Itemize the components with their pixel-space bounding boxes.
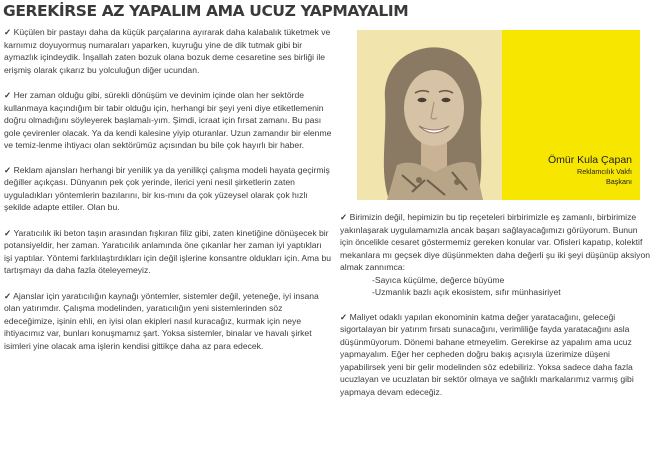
paragraph-3-text: Reklam ajansları herhangi bir yenilik ya da yenilikçi çalışma modeli hayata geçirmiş değiller açıkçası. Dünyanın pek çok yerinde, ilerici yeni nesil şirketlerin zaten uyguladıkları yöntemlerin bazılarını, bir kıs-mını da çok yüzeysel olarak çok hızlı şekilde adapte ettiler. Olan bu.: [4, 164, 330, 212]
portrait-photo: [357, 30, 507, 200]
paragraph-1-text: Küçülen bir pastayı daha da küçük parçalarına ayırarak daha kalabalık tüketmek ve karnımız doyuyormuş numaraları yaparken, kuyruğu yine de dik tutmak gibi bir aymazlık içindeydik. İnşallah zaten bozuk olana bozuk deme cesaretine ses birliği ile erişmiş olarak çıkarız bu yolculuğun diğer ucundan.: [4, 27, 331, 75]
paragraph-1: [4, 26, 332, 76]
profile-name: Ömür Kula Çapan: [547, 154, 632, 166]
paragraph-5-text: Ajanslar için yaratıcılığın kaynağı yöntemler, sistemler değil, yeteneğe, iyi insana olan yatırımdır. Çalışma modelinden, yaratıcılığın yeni sistemlerinden söz edeceğimize, işinin ehli, en iyisi olan ekipleri nasıl kuracağız, kurmak için neye ihtiyacımız var, bunları konuşmamız şart. Yoksa sistemler, binalar ve havalı şirket isimleri yine olacak ama işlerin kendisi gittikçe daha az para edecek.: [4, 290, 319, 351]
profile-role-line2: Başkanı: [606, 177, 632, 186]
check-icon: ✓: [340, 212, 348, 222]
paragraph-5: [4, 290, 332, 353]
name-panel: [502, 30, 640, 200]
paragraph-4: [4, 227, 332, 277]
check-icon: ✓: [4, 227, 12, 238]
right-paragraph-2: [340, 311, 652, 399]
profile-role-line1: Reklamcılık Vakfı: [577, 167, 632, 176]
paragraph-3: [4, 164, 332, 214]
left-column: [4, 26, 332, 365]
paragraph-2-text: Her zaman olduğu gibi, sürekli dönüşüm ve devinim içinde olan her sektörde kullanmaya kaçındığım bir tabir olduğu için, herhangi bir şeyi yeni diye etiketlemenin doğru olmadığını söyleyerek başlamalı-yım. Şimdi, icraat için fırsat zamanı. Bu pası gole çevirenler olacak. Ya da kendi kalesine yiyip oturanlar. Uzun zamandır bir elenme ve temiz-lenme ihtiyacı olan sektörümüz açısından bu bile çok hayırlı bir haber.: [4, 90, 332, 150]
profile-card: [357, 30, 640, 200]
check-icon: ✓: [4, 290, 12, 301]
list-item: -Sayıca küçülme, değerce büyüme: [372, 274, 505, 285]
check-icon: ✓: [4, 27, 12, 37]
check-icon: ✓: [4, 164, 12, 175]
right-paragraph-1: [340, 211, 652, 299]
right-column: [340, 211, 652, 410]
article-title: GEREKİRSE AZ YAPALIM AMA UCUZ YAPMAYALIM: [3, 2, 409, 20]
portrait-illustration: [357, 30, 507, 200]
check-icon: ✓: [340, 311, 348, 322]
right-paragraph-2-text: Maliyet odaklı yapılan ekonominin katma değer yaratacağını, geleceği sigortalayan bir yatırım fırsatı sunacağını, verimliliğe fayda yaratacağını asla düşünmüyorum. Dönemi bahane etmeyelim. Gerekirse az yapalım ama ucuz yapmayalım. Eğer her cepheden doğru bakış açısıyla üzerimize düşeni yapabilirsek yeni bir gelir modelinden söz edebiliriz. Yoksa sadece daha fazla ucuzlayan ve ucuzlatan bir sektör olmaya ve sağlıklı markalarımız varmış gibi yapmaya devam edeceğiz.: [340, 311, 634, 397]
paragraph-2: [4, 89, 332, 152]
check-icon: ✓: [4, 90, 12, 100]
profile-caption: [502, 154, 632, 187]
right-paragraph-1-text: Birimizin değil, hepimizin bu tip reçeteleri birbirimizle eş zamanlı, birbirimize yakınlaşarak uygulamamızla ancak başarı sağlayacağımızı görüyorum. Bunun için öncelikle cesaret göstermemiz gereken konular var. Ofisleri kapatıp, kolektif mekanlara mı geçsek diye düşünmekten daha değerli şu iki şeyi düşünüp aksiyon almak zannımca:: [340, 212, 651, 272]
paragraph-4-text: Yaratıcılık iki beton taşın arasından fışkıran filiz gibi, zaten kinetiğine dönüşecek bir potansiyeldir, her zaman. Yaratıcılık anlamında öne çıkanlar her zaman iyi yaptıkları işi yaptılar. Yöntemi farklılaştırdıkları için değil işlerine konsantre oldukları için. Ama bu tartışmayı da daha fazla öteleyemeyiz.: [4, 227, 332, 275]
list-item: -Uzmanlık bazlı açık ekosistem, sıfır münhasiriyet: [372, 287, 561, 297]
